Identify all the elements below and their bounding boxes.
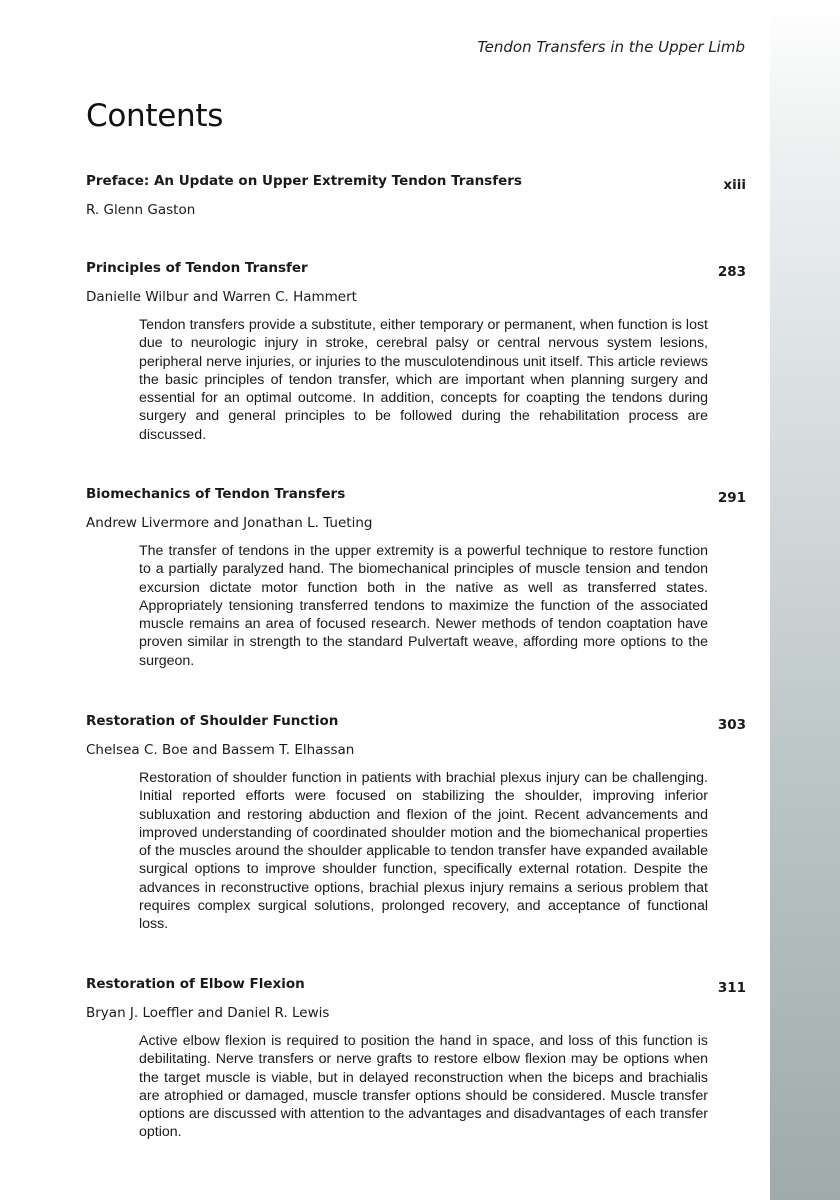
entry-page-number[interactable]: 311 bbox=[717, 980, 746, 996]
toc-entry-preface bbox=[86, 172, 746, 219]
entry-authors: Andrew Livermore and Jonathan L. Tueting bbox=[86, 515, 373, 531]
page-title: Contents bbox=[86, 98, 224, 134]
entry-page-number[interactable]: 283 bbox=[717, 264, 746, 280]
entry-authors: R. Glenn Gaston bbox=[86, 202, 196, 218]
side-tab-gradient bbox=[770, 0, 840, 1200]
toc-entry-biomechanics bbox=[86, 485, 746, 670]
toc-entry-elbow bbox=[86, 975, 746, 1142]
entry-abstract: Active elbow flexion is required to position the hand in space, and loss of this function is debilitating. Nerve transfers or nerve grafts to restore elbow flexion may be options when the target muscle is viable, but in delayed reconstruction when the biceps and brachialis are atrophied or damaged, muscle transfer options should be considered. Muscle transfer options are discussed with attention to the advantages and disadvantages of each transfer option. bbox=[139, 1033, 708, 1141]
entry-page-number[interactable]: xiii bbox=[723, 177, 746, 193]
entry-title[interactable]: Restoration of Elbow Flexion bbox=[86, 976, 305, 992]
entry-abstract: Tendon transfers provide a substitute, either temporary or permanent, when function is lost due to neurologic injury in stroke, cerebral palsy or central nervous system lesions, peripheral nerve injuries, or injuries to the musculotendinous unit itself. This article reviews the basic principles of tendon transfer, which are important when planning surgery and essential for an optimal outcome. In addition, concepts for coapting the tendons during surgery and general principles to be followed during the rehabilitation process are discussed. bbox=[139, 317, 708, 443]
entry-page-number[interactable]: 291 bbox=[717, 490, 746, 506]
entry-abstract: The transfer of tendons in the upper extremity is a powerful technique to restore function to a partially paralyzed hand. The biomechanical principles of muscle tension and tendon excursion dictate motor function both in the native as well as transferred states. Appropriately tensioning transferred tendons to maximize the function of the associated muscle remains an area of focused research. Newer methods of tendon coaptation have proven similar in strength to the standard Pulvertaft weave, affording more options to the surgeon. bbox=[139, 543, 708, 669]
toc-entry-shoulder bbox=[86, 712, 746, 934]
running-head: Tendon Transfers in the Upper Limb bbox=[477, 38, 745, 56]
entry-authors: Danielle Wilbur and Warren C. Hammert bbox=[86, 289, 357, 305]
entry-title[interactable]: Biomechanics of Tendon Transfers bbox=[86, 486, 346, 502]
entry-page-number[interactable]: 303 bbox=[717, 717, 746, 733]
toc-entry-principles bbox=[86, 259, 746, 444]
entry-authors: Bryan J. Loeffler and Daniel R. Lewis bbox=[86, 1005, 330, 1021]
entry-title[interactable]: Preface: An Update on Upper Extremity Tendon Transfers bbox=[86, 173, 522, 189]
entry-abstract: Restoration of shoulder function in patients with brachial plexus injury can be challenging. Initial reported efforts were focused on stabilizing the shoulder, improving inferior subluxation and restoring abduction and flexion of the joint. Recent advancements and improved understanding of coordinated shoulder motion and the biomechanical properties of the muscles around the shoulder applicable to tendon transfer have expanded available surgical options to improve shoulder function, specifically external rotation. Despite the advances in reconstructive options, brachial plexus injury remains a serious problem that requires complex surgical solutions, prolonged recovery, and acceptance of functional loss. bbox=[139, 770, 708, 933]
entry-title[interactable]: Principles of Tendon Transfer bbox=[86, 260, 308, 276]
entry-title[interactable]: Restoration of Shoulder Function bbox=[86, 713, 339, 729]
entry-authors: Chelsea C. Boe and Bassem T. Elhassan bbox=[86, 742, 355, 758]
